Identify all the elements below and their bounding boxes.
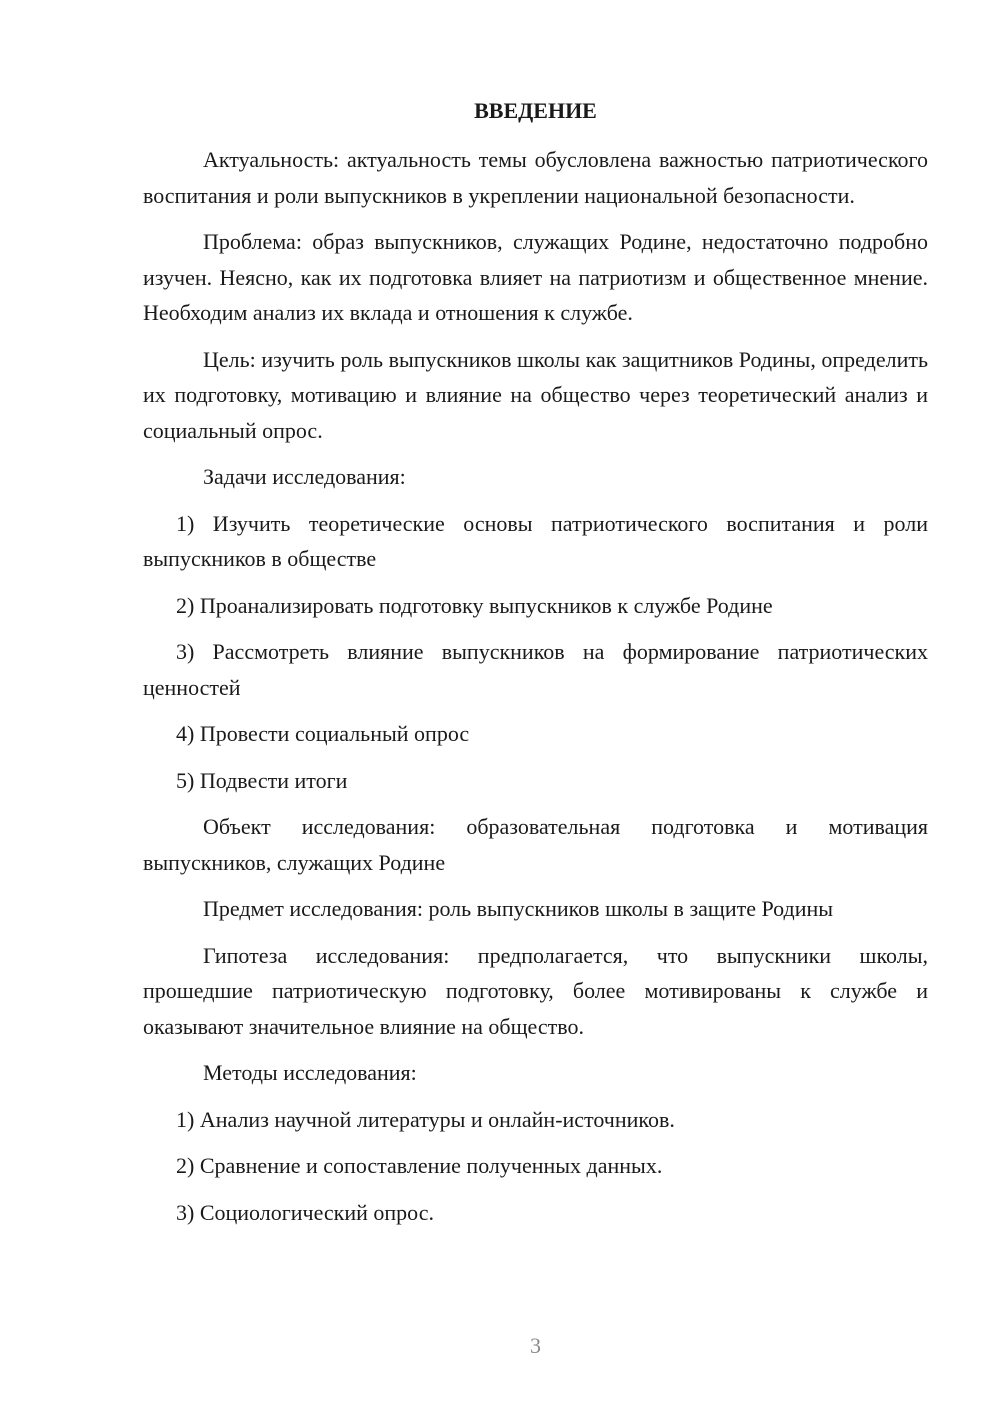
- method-item: 3) Социологический опрос.: [176, 1199, 434, 1225]
- page-title: ВВЕДЕНИЕ: [474, 98, 597, 123]
- method-item: 2) Сравнение и сопоставление полученных данных.: [176, 1153, 663, 1178]
- methods-heading: Методы исследования:: [203, 1060, 417, 1085]
- goal-paragraph: Цель: изучить роль выпускников школы как защитников Родины, определить их подготовку, мотивацию и влияние на общество через теоретический анализ и социальный опрос.: [143, 346, 928, 443]
- tasks-heading: Задачи исследования:: [203, 464, 406, 489]
- page-content: [143, 96, 928, 1241]
- problem-paragraph: Проблема: образ выпускников, служащих Родине, недостаточно подробно изучен. Неясно, как их подготовка влияет на патриотизм и общественное мнение. Необходим анализ их вклада и отношения к службе.: [143, 229, 928, 325]
- method-item: 1) Анализ научной литературы и онлайн-источников.: [176, 1106, 675, 1132]
- task-item: 5) Подвести итоги: [176, 767, 348, 793]
- hypothesis-paragraph: Гипотеза исследования: предполагается, что выпускники школы, прошедшие патриотическую подготовку, более мотивированы к службе и оказывают значительное влияние на общество.: [143, 942, 928, 1039]
- task-item: 3) Рассмотреть влияние выпускников на формирование патриотических ценностей: [143, 639, 928, 700]
- relevance-paragraph: Актуальность: актуальность темы обусловлена важностью патриотического воспитания и роли выпускников в укреплении национальной безопасности.: [143, 147, 928, 208]
- task-item: 2) Проанализировать подготовку выпускников к службе Родине: [176, 592, 773, 618]
- page-number: 3: [530, 1333, 541, 1358]
- task-item: 1) Изучить теоретические основы патриотического воспитания и роли выпускников в обществе: [143, 510, 928, 571]
- object-paragraph: Объект исследования: образовательная подготовка и мотивация выпускников, служащих Родине: [143, 814, 928, 875]
- task-item: 4) Провести социальный опрос: [176, 721, 470, 746]
- subject-paragraph: Предмет исследования: роль выпускников школы в защите Родины: [203, 896, 834, 921]
